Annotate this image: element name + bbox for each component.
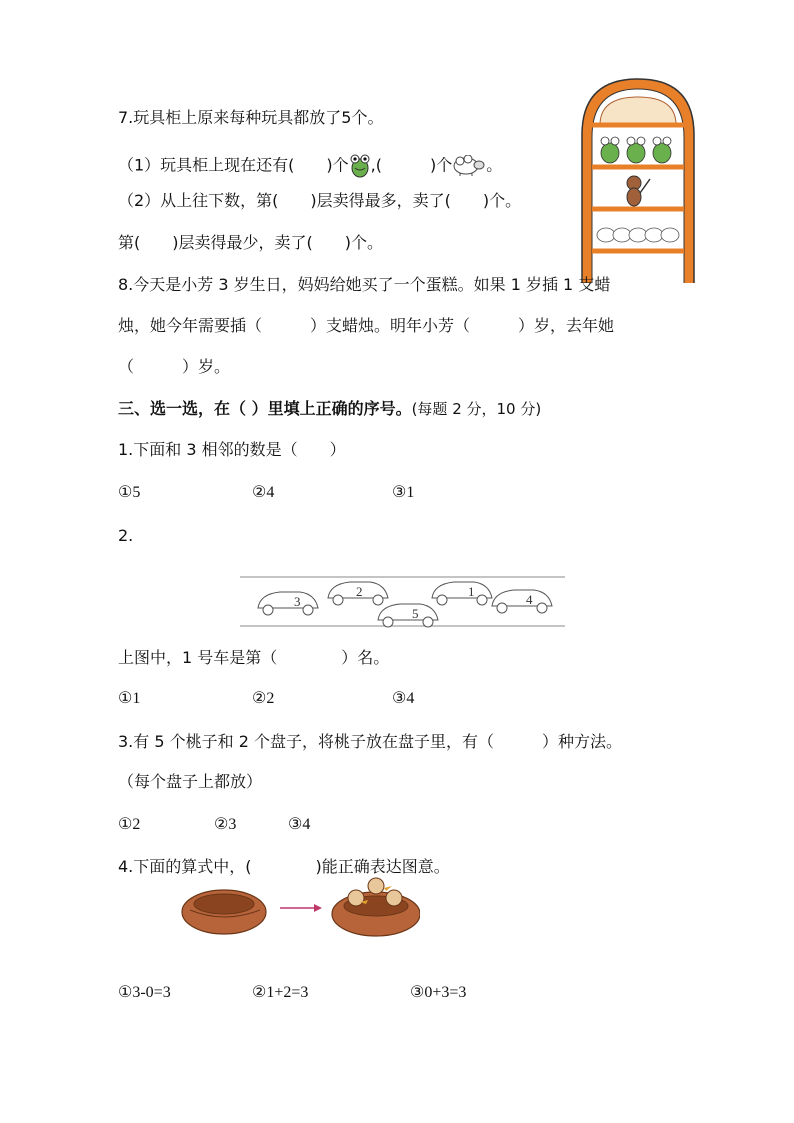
arrow-icon xyxy=(280,904,322,912)
p4-option-3: ③0+3=3 xyxy=(410,984,467,1001)
p3-note: （每个盘子上都放） xyxy=(118,772,263,791)
car-number-3: 3 xyxy=(294,594,301,609)
p2-option-2: ②2 xyxy=(252,690,275,707)
nest-with-birds-image xyxy=(332,878,420,936)
p2-number: 2. xyxy=(118,526,134,545)
q7-sub1 xyxy=(118,153,502,179)
q7-sub2: （2）从上往下数，第( )层卖得最多，卖了( )个。 xyxy=(118,191,522,210)
section-3-heading xyxy=(118,399,541,419)
p1-option-1: ①5 xyxy=(118,484,141,501)
car-number-4: 4 xyxy=(526,592,533,607)
p1-question: 1.下面和 3 相邻的数是（ ） xyxy=(118,440,346,459)
p2-question: 上图中，1 号车是第（ ）名。 xyxy=(118,648,390,667)
frog-icon xyxy=(349,153,371,179)
p3-option-2: ②3 xyxy=(214,816,237,833)
p3-option-1: ①2 xyxy=(118,816,141,833)
p4-option-1: ①3-0=3 xyxy=(118,984,171,1001)
q7-sub1-text-c: 。 xyxy=(486,155,503,175)
section-3-title: 三、选一选，在（ ）里填上正确的序号。 xyxy=(118,399,412,418)
car-number-1: 1 xyxy=(468,584,475,599)
car-number-2: 2 xyxy=(356,584,363,599)
q7-sub1-text-a: （1）玩具柜上现在还有( )个 xyxy=(118,155,349,175)
q7-sub1-text-b: ,( )个 xyxy=(370,155,453,175)
q7-line1: 7.玩具柜上原来每种玩具都放了5个。 xyxy=(118,108,384,127)
empty-nest-image xyxy=(182,890,266,934)
p1-option-2: ②4 xyxy=(252,484,275,501)
p4-question: 4.下面的算式中，( )能正确表达图意。 xyxy=(118,857,450,876)
race-cars-image xyxy=(240,568,565,630)
nest-picture xyxy=(180,872,420,938)
q8-line2: 烛，她今年需要插（ ）支蜡烛。明年小芳（ ）岁，去年她 xyxy=(118,316,615,335)
section-3-score-note: (每题 2 分，10 分) xyxy=(411,400,542,418)
q8-line1: 8.今天是小芳 3 岁生日，妈妈给她买了一个蛋糕。如果 1 岁插 1 支蜡 xyxy=(118,275,611,294)
car-number-5: 5 xyxy=(412,606,419,621)
sheep-icon xyxy=(452,155,486,177)
q7-sub3: 第( )层卖得最少，卖了( )个。 xyxy=(118,233,383,252)
p4-option-2: ②1+2=3 xyxy=(252,984,309,1001)
p1-option-3: ③1 xyxy=(392,484,415,501)
q8-line3: （ ）岁。 xyxy=(118,357,231,376)
toy-cabinet-image xyxy=(578,75,698,285)
p3-option-3: ③4 xyxy=(288,816,311,833)
p2-option-3: ③4 xyxy=(392,690,415,707)
p2-option-1: ①1 xyxy=(118,690,141,707)
p3-question: 3.有 5 个桃子和 2 个盘子，将桃子放在盘子里，有（ ）种方法。 xyxy=(118,732,622,751)
